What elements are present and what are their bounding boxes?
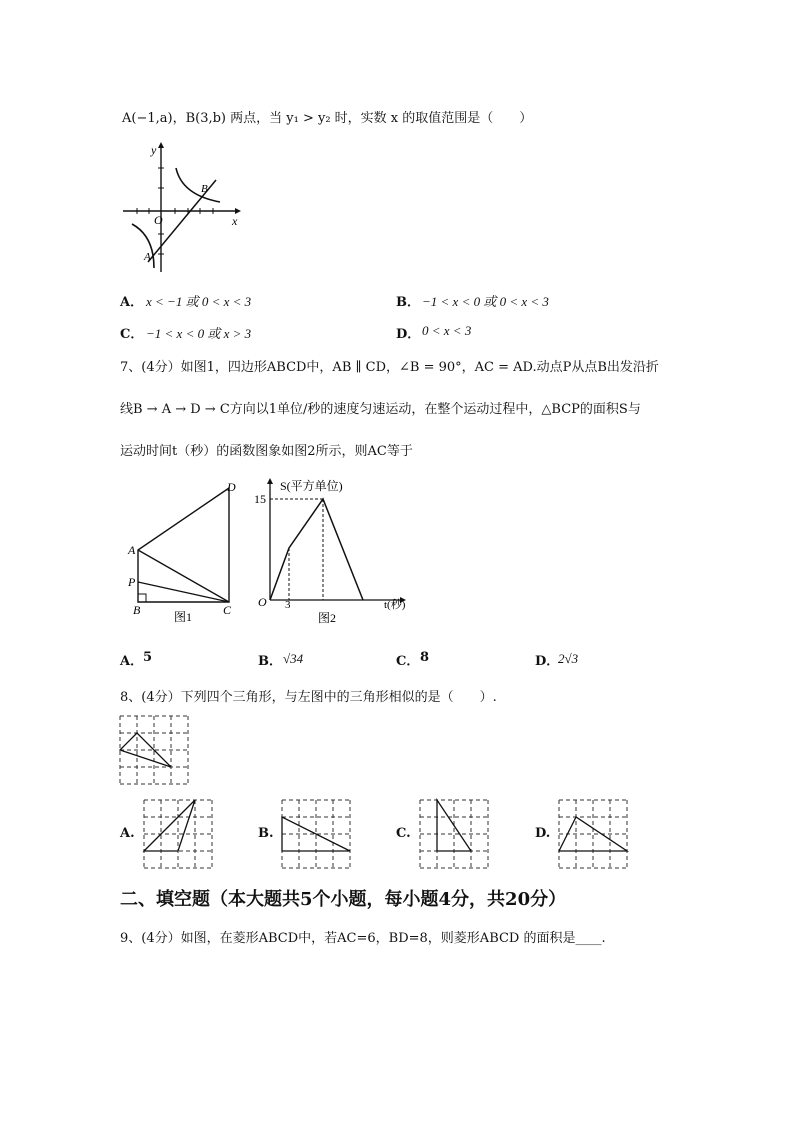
fig2-s-axis-label: S(平方单位) (280, 479, 343, 493)
q8-opt-d-letter: D. (535, 826, 551, 841)
graph-label-a: A (144, 251, 151, 263)
q8-opt-a-letter: A. (120, 826, 135, 841)
fig1-caption: 图1 (174, 610, 193, 624)
hyperbola-upper (176, 168, 220, 202)
q8-option-b-grid[interactable] (282, 800, 350, 868)
fig1-label-a: A (128, 543, 136, 557)
q8-opt-c-letter: C. (396, 826, 411, 841)
segment-ac (138, 550, 229, 602)
q6-opt-d-text: 0 < x < 3 (422, 323, 472, 338)
fig1-label-b: B (133, 603, 141, 617)
q8-opt-b-letter: B. (258, 826, 274, 841)
fig2-origin: O (258, 595, 267, 609)
fig1-label-p: P (128, 575, 136, 589)
q7-line1: 7、(4分）如图1，四边形ABCD中，AB ∥ CD，∠B = 90°，AC = AD.动点P从点B出发沿折 (120, 360, 659, 375)
q8-option-c-grid[interactable] (420, 800, 488, 868)
q6-opt-a-text: x < −1 或 0 < x < 3 (146, 294, 252, 309)
q6-opt-c-text: −1 < x < 0 或 x > 3 (146, 326, 252, 341)
q7-line3: 运动时间t（秒）的函数图象如图2所示，则AC等于 (120, 444, 413, 459)
fig2-y-tick: 15 (254, 492, 266, 506)
fig2-graph (270, 499, 363, 600)
q7-opt-c-letter: C． (396, 654, 420, 669)
graph-label-o: O (154, 213, 163, 227)
q7-figure1 (124, 478, 244, 628)
q7-opt-a-text: 5 (143, 650, 153, 665)
q6-opt-b-text: −1 < x < 0 或 0 < x < 3 (422, 294, 549, 309)
fig2-t-axis-label: t(秒) (384, 599, 406, 611)
segment-pc (138, 582, 229, 602)
q7-opt-a-letter: A． (120, 654, 144, 669)
section-2-title: 二、填空题（本大题共5个小题，每小题4分，共20分） (120, 889, 567, 910)
right-angle-mark (138, 594, 146, 602)
q7-opt-d-letter: D． (535, 654, 560, 669)
q8-option-d-grid[interactable] (559, 800, 627, 868)
q9-stem: 9、(4分）如图，在菱形ABCD中，若AC=6，BD=8，则菱形ABCD 的面积是____. (120, 931, 606, 946)
q6-opt-a-letter: A． (120, 295, 144, 310)
q7-opt-b-text: √34 (283, 651, 304, 666)
q6-stem: A(−1,a)，B(3,b) 两点，当 y₁ > y₂ 时，实数 x 的取值范围是（ ） (122, 111, 533, 126)
option-a-triangle (144, 800, 195, 851)
fig2-x-tick: 3 (285, 599, 291, 611)
q7-line2: 线B → A → D → C方向以1单位/秒的速度匀速运动，在整个运动过程中，△BCP的面积S与 (120, 402, 641, 417)
q6-opt-c-letter: C． (120, 327, 144, 342)
q7-opt-d-text: 2√3 (558, 651, 579, 666)
q7-opt-b-letter: B． (258, 654, 282, 669)
q6-opt-b-letter: B． (396, 295, 420, 310)
graph-label-y: y (151, 143, 157, 157)
q6-graph (120, 140, 245, 275)
q8-reference-grid (120, 716, 188, 784)
q8-stem: 8、(4分）下列四个三角形，与左图中的三角形相似的是（ ）. (120, 690, 497, 705)
q6-opt-d-letter: D． (396, 327, 421, 342)
graph-label-b: B (201, 183, 208, 195)
q7-figure2 (252, 476, 417, 628)
fig1-label-d: D (227, 480, 236, 494)
q7-opt-c-text: 8 (420, 650, 430, 665)
fig2-caption: 图2 (318, 611, 337, 625)
graph-label-x: x (232, 214, 238, 228)
fig1-label-c: C (223, 603, 232, 617)
q8-option-a-grid[interactable] (144, 800, 212, 868)
